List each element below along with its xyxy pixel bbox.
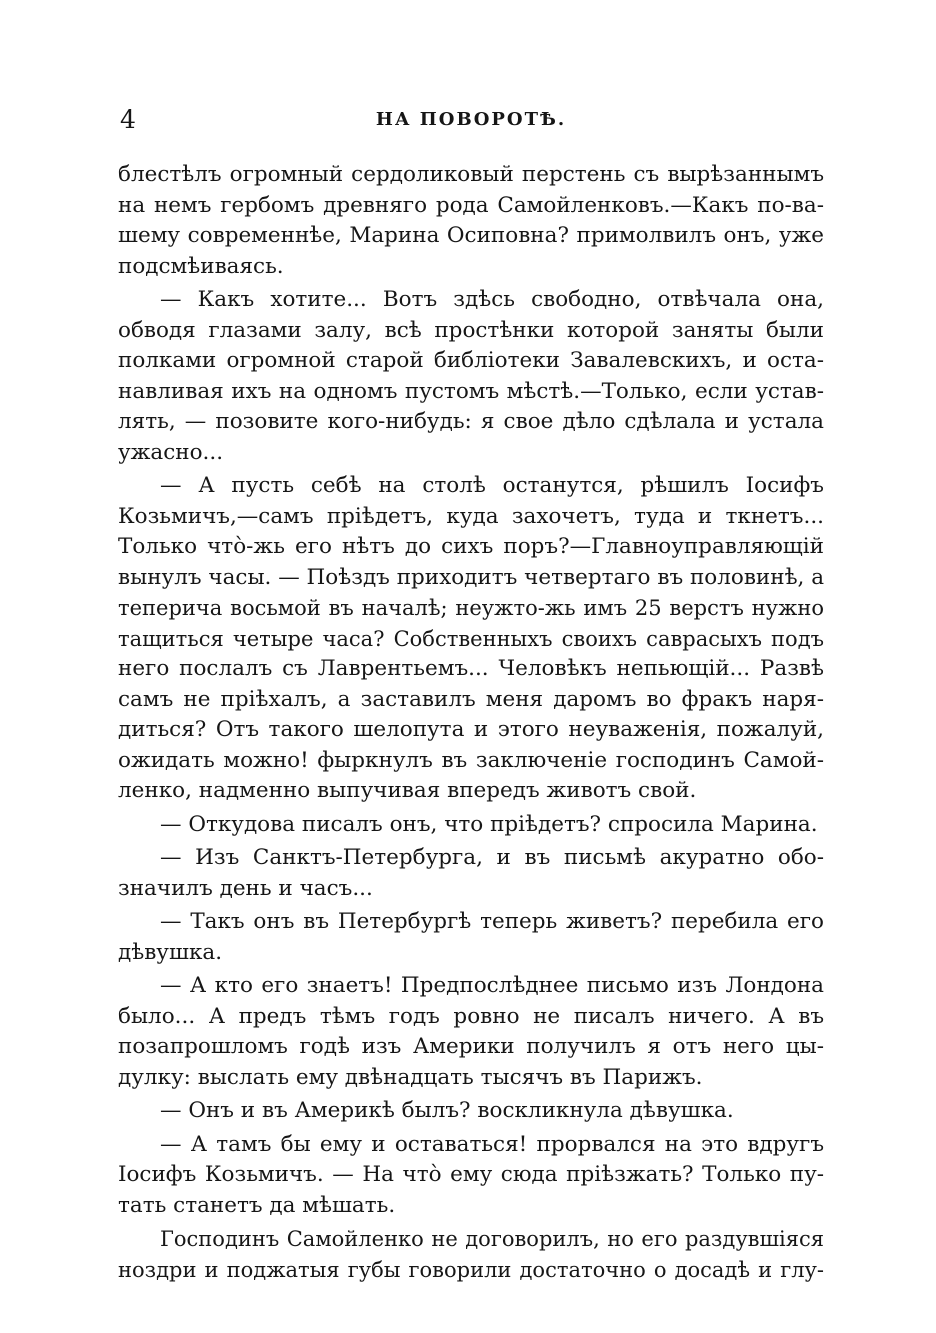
text-line: — Онъ и въ Америкѣ былъ? воскликнула дѣвушка. [160,1098,734,1123]
text-line: — А кто его знаетъ! Предпослѣднее письмо изъ Лондона [160,973,824,998]
text-line: вынулъ часы. — Поѣздъ приходитъ четвертаго въ половинѣ, а [118,564,825,590]
text-line: ожидать можно! фыркнулъ въ заключеніе господинъ Самой- [118,747,824,773]
text-line: тать станетъ да мѣшать. [118,1192,396,1218]
page-header [118,102,824,138]
text-line: ленко, надменно выпучивая впередъ животъ свой. [118,778,697,803]
text-line: на немъ гербомъ древняго рода Самойленковъ.—Какъ по-ва- [118,192,824,218]
text-line: тащиться четыре часа? Собственныхъ своихъ саврасыхъ подъ [118,626,824,651]
text-line: самъ не пріѣхалъ, а заставилъ меня даромъ во фракъ наря- [118,686,824,712]
text-line: было... А предъ тѣмъ годъ ровно не писалъ ничего. А въ [118,1003,824,1029]
text-line: позапрошломъ годѣ изъ Америки получилъ я отъ него цы- [118,1034,824,1059]
text-line: — Такъ онъ въ Петербургѣ теперь живетъ? перебила его [160,909,824,934]
body-text [118,160,824,1285]
text-line: дулку: выслать ему двѣнадцать тысячъ въ Парижъ. [118,1064,703,1090]
text-line: шему современнѣе, Марина Осиповна? примолвилъ онъ, уже [118,223,824,248]
text-line: Только чтò-жь его нѣтъ до сихъ поръ?—Главноуправляющій [118,534,824,559]
text-line: обводя глазами залу, всѣ простѣнки которой заняты были [118,317,824,343]
text-line: — Откудова писалъ онъ, что пріѣдетъ? спросила Марина. [160,811,818,837]
text-line: — Изъ Санктъ-Петербурга, и въ письмѣ акуратно обо- [160,845,824,870]
text-line: подсмѣиваясь. [118,253,284,279]
text-line: ужасно... [118,439,224,465]
text-line: блестѣлъ огромный сердоликовый перстень съ вырѣзаннымъ [118,162,824,187]
text-line: Козьмичъ,—самъ пріѣдетъ, куда захочетъ, туда и ткнетъ... [118,503,824,529]
text-line: него послалъ съ Лаврентьемъ... Человѣкъ непьющій... Развѣ [118,656,824,681]
text-line: навливая ихъ на одномъ пустомъ мѣстѣ.—Только, если устав- [118,378,824,404]
text-line: — А пусть себѣ на столѣ останутся, рѣшилъ Іосифъ [160,473,824,498]
text-line: ноздри и поджатыя губы говорили достаточно о досадѣ и глу- [118,1257,824,1282]
text-line: значилъ день и часъ... [118,875,373,901]
text-line: Господинъ Самойленко не договорилъ, но его раздувшіяся [160,1227,824,1251]
text-line: полками огромной старой библіотеки Завалевскихъ, и оста- [118,348,824,373]
text-line: Іосифъ Козьмичъ. — На чтò ему сюда пріѣзжать? Только пу- [118,1162,824,1187]
text-line: дѣвушка. [118,939,223,965]
text-line: — Какъ хотите... Вотъ здѣсь свободно, отвѣчала она, [160,287,824,312]
text-line: теперича восьмой въ началѣ; неужто-жь имъ 25 верстъ нужно [118,596,824,620]
page-number: 4 [120,105,136,134]
text-line: — А тамъ бы ему и оставаться! прорвался на это вдругъ [160,1131,824,1157]
text-line: лять, — позовите кого-нибудь: я свое дѣло сдѣлала и устала [118,409,824,434]
text-line: диться? Отъ такого шелопута и этого неуваженія, пожалуй, [118,717,824,742]
running-title: НА ПОВОРОТѢ. [375,109,567,130]
